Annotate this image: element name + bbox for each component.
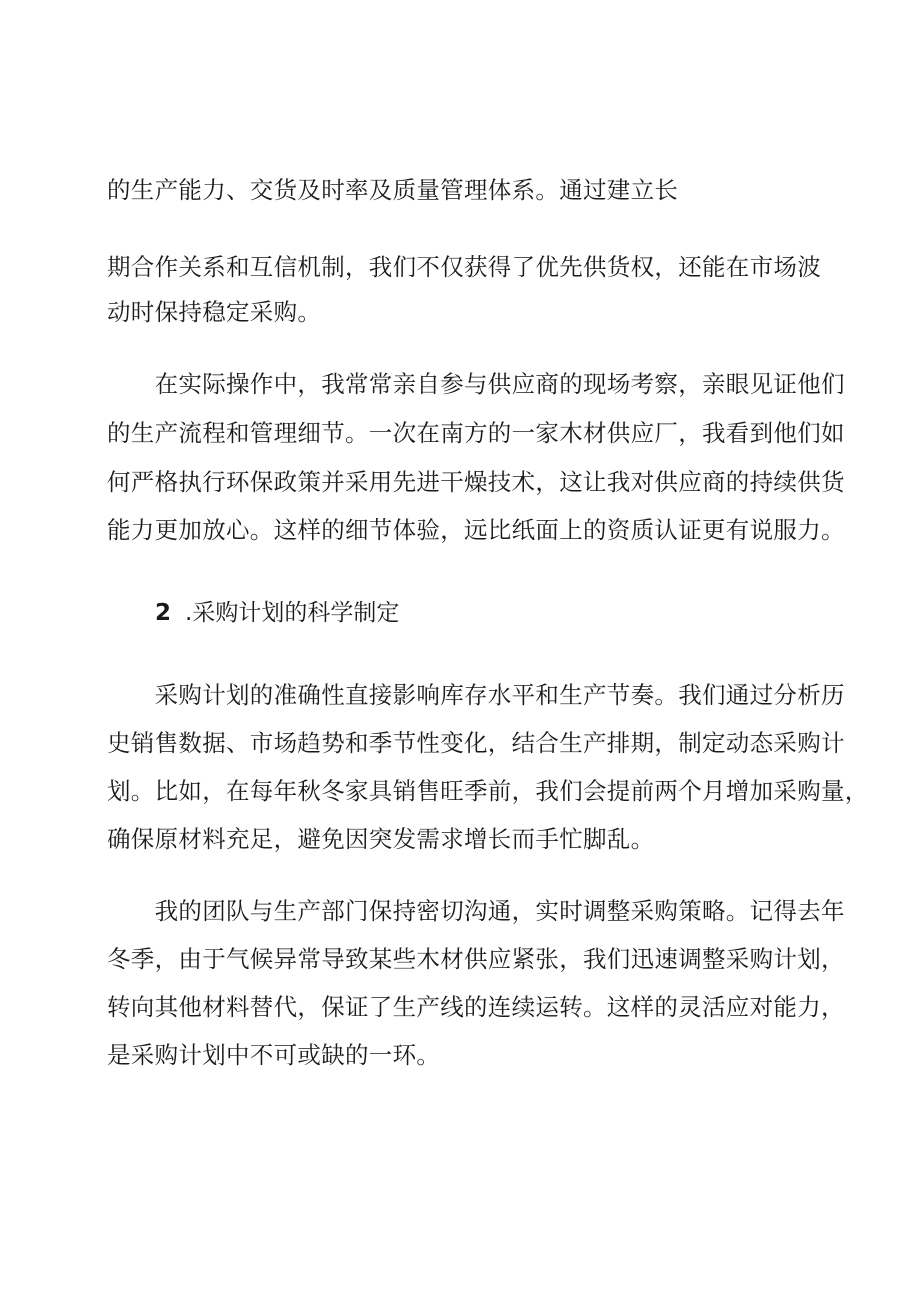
section-heading — [155, 598, 399, 628]
paragraph-3-line-2: 的生产流程和管理细节。一次在南方的一家木材供应厂，我看到他们如 — [107, 419, 845, 447]
paragraph-3-line-3: 何严格执行环保政策并采用先进干燥技术，这让我对供应商的持续供货 — [107, 468, 845, 496]
paragraph-4-line-3: 划。比如，在每年秋冬家具销售旺季前，我们会提前两个月增加采购量， — [107, 777, 869, 805]
section-title: .采购计划的科学制定 — [185, 600, 400, 626]
paragraph-2-line-2: 动时保持稳定采购。 — [107, 298, 322, 326]
paragraph-5-line-3: 转向其他材料替代，保证了生产线的连续运转。这样的灵活应对能力， — [107, 993, 845, 1021]
paragraph-5-line-1: 我的团队与生产部门保持密切沟通，实时调整采购策略。记得去年 — [107, 897, 845, 925]
paragraph-5-line-2: 冬季，由于气候异常导致某些木材供应紧张，我们迅速调整采购计划， — [107, 945, 845, 973]
paragraph-5-line-4: 是采购计划中不可或缺的一环。 — [107, 1041, 441, 1069]
paragraph-4-line-1: 采购计划的准确性直接影响库存水平和生产节奏。我们通过分析历 — [107, 681, 845, 709]
section-number: 2 — [155, 600, 172, 626]
paragraph-2-line-1: 期合作关系和互信机制，我们不仅获得了优先供货权，还能在市场波 — [107, 253, 821, 281]
paragraph-3-line-1: 在实际操作中，我常常亲自参与供应商的现场考察，亲眼见证他们 — [107, 370, 845, 398]
paragraph-4-line-2: 史销售数据、市场趋势和季节性变化，结合生产排期，制定动态采购计 — [107, 729, 845, 757]
paragraph-4-line-4: 确保原材料充足，避免因突发需求增长而手忙脚乱。 — [107, 825, 655, 853]
paragraph-3-line-4: 能力更加放心。这样的细节体验，远比纸面上的资质认证更有说服力。 — [107, 516, 845, 544]
paragraph-1-line-1: 的生产能力、交货及时率及质量管理体系。通过建立长 — [107, 176, 679, 204]
